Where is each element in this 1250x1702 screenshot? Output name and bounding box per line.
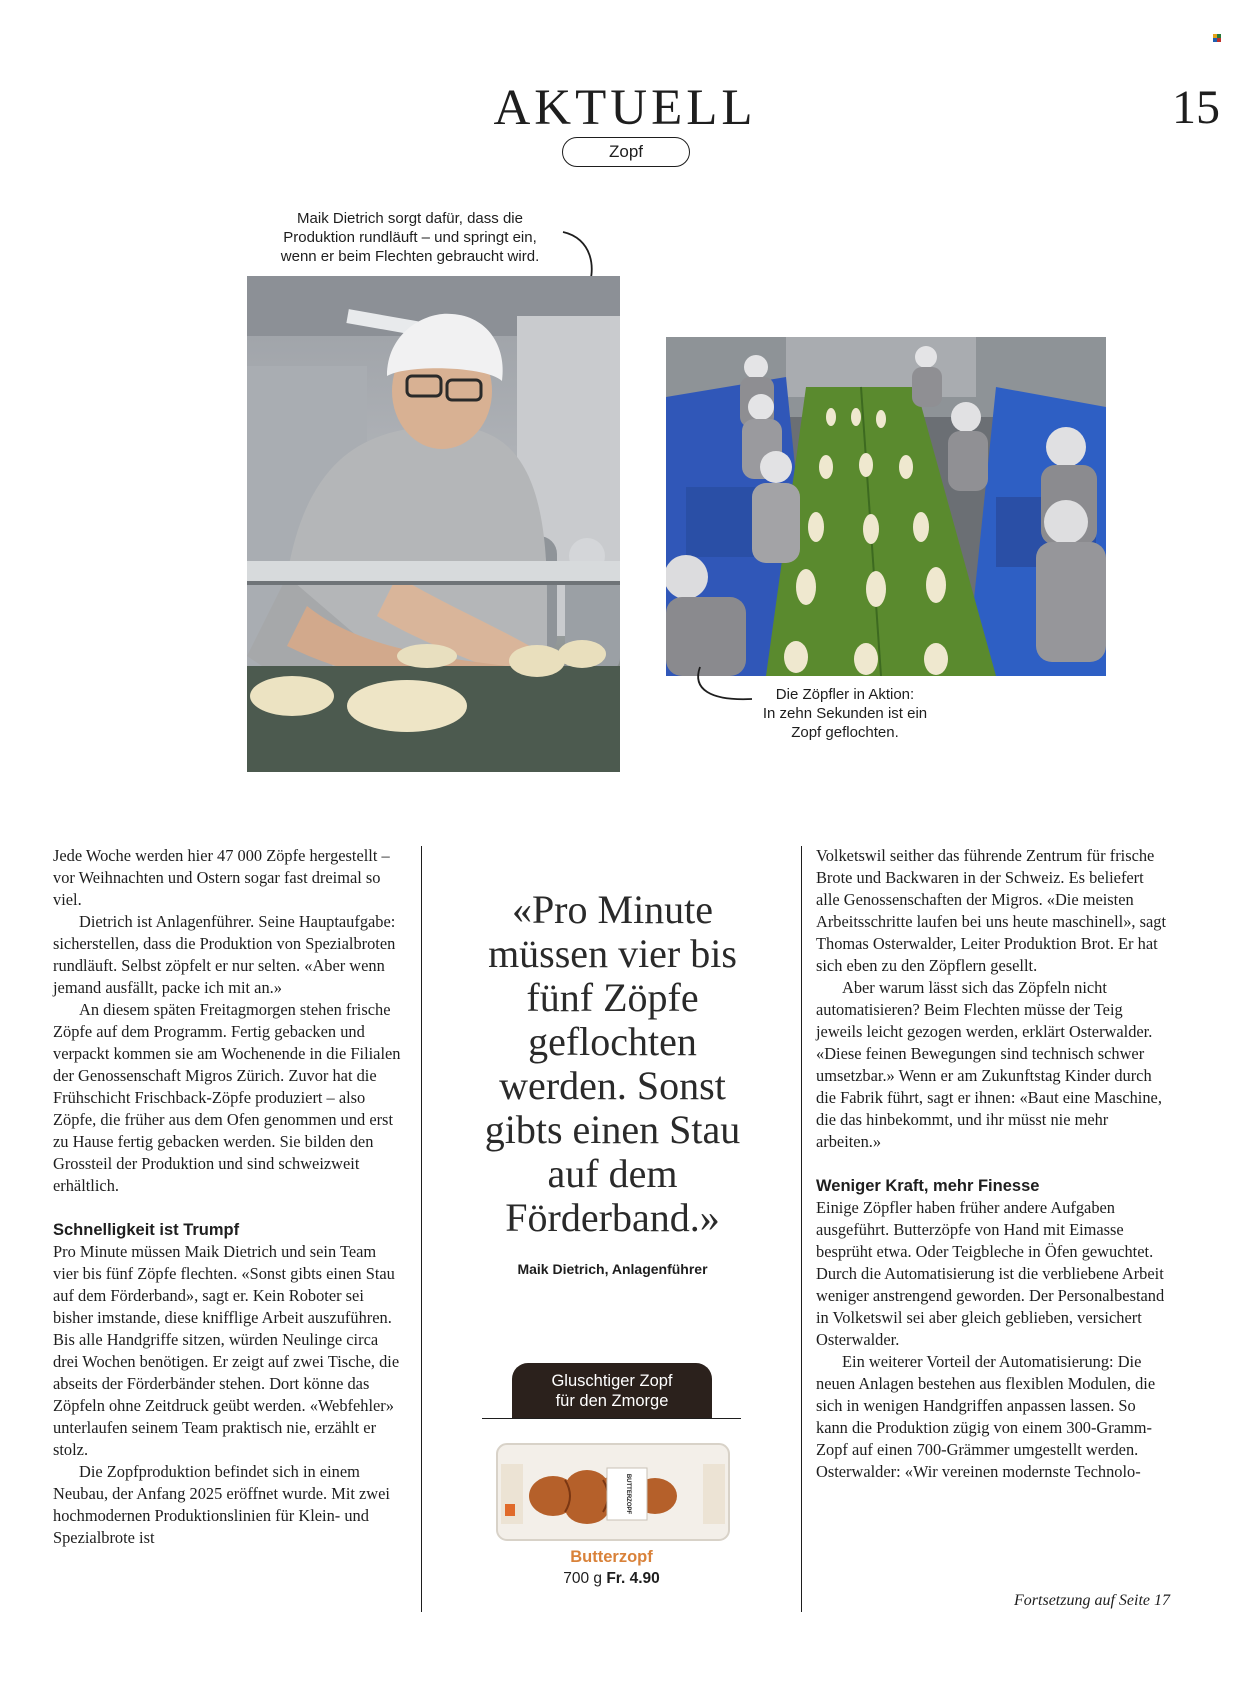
conveyor-photo-caption	[735, 685, 955, 742]
paragraph: An diesem späten Freitagmorgen stehen frische Zöpfe auf dem Programm. Fertig gebacken und verpackt kommen sie am Wochenende in die Filialen der Genossenschaft Migros Zürich. Zuvor hat die Frühschicht Frischback-Zöpfe produziert – also Zöpfe, die früher aus dem Ofen genommen und erst zu Hause fertig gebacken werden. Sie bilden den Grossteil der Produktion und sind schweizweit erhältlich.	[53, 1000, 401, 1195]
portrait-photo-caption	[255, 209, 565, 266]
article-column-right	[816, 845, 1168, 1483]
brand-logo-mark	[1213, 34, 1222, 43]
pull-quote-line: Förderband.»	[505, 1195, 720, 1240]
subheading: Weniger Kraft, mehr Finesse	[816, 1177, 1040, 1195]
pack-label: BUTTERZOPF	[625, 1473, 631, 1515]
pull-quote-line: müssen vier bis	[488, 931, 737, 976]
paragraph: Volketswil seither das führende Zentrum für frische Brote und Backwaren in der Schweiz. Es beliefert alle Genossenschaften der Migros. «Die meisten Arbeitsschritte laufen bei uns heute maschinell», sagt Thomas Osterwalder, Leiter Produktion Brot. Er hat sich eben zu den Zöpflern gesellt.	[816, 846, 1167, 975]
paragraph: Jede Woche werden hier 47 000 Zöpfe hergestellt – vor Weihnachten und Ostern sogar fast dreimal so viel.	[53, 846, 390, 909]
conveyor-photo	[666, 337, 1106, 676]
article-column-left	[53, 845, 405, 1549]
caption-line: In zehn Sekunden ist ein	[762, 705, 928, 722]
topic-tag: Zopf	[562, 137, 690, 167]
column-divider	[421, 846, 422, 1612]
paragraph: Pro Minute müssen Maik Dietrich und sein Team vier bis fünf Zöpfe flechten. «Sonst gibts einen Stau auf dem Förderband», sagt er. Kein Roboter sei bisher imstande, diese knifflige Arbeit auszuführen. Bis alle Handgriffe sitzen, würden Neulinge circa drei Wochen benötigen. Er zeigt auf zwei Tische, die abseits der Förderbänder stehen. Dort könne das Zöpfeln ohne Zeitdruck geübt werden. «Webfehler» unterlaufen seinem Team praktisch nie, erzählt er stolz.	[53, 1242, 400, 1459]
pull-quote-line: «Pro Minute	[511, 887, 714, 932]
paragraph: Ein weiterer Vorteil der Automatisierung: Die neuen Anlagen bestehen aus flexiblen Modulen, die sich in wenigen Handgriffen anpassen lassen. So kann die Produktion zügig von einem 300-Gramm-Zopf auf einen 700-Grämmer umgestellt werden. Osterwalder: «Wir vereinen modernste Technolo-	[816, 1352, 1156, 1481]
promo-header-line: Gluschtiger Zopf	[551, 1372, 673, 1390]
promo-header	[512, 1363, 712, 1419]
pull-quote	[470, 888, 755, 1240]
pull-quote-line: gibts einen Stau	[484, 1107, 741, 1152]
column-divider	[801, 846, 802, 1612]
product-price	[482, 1570, 741, 1588]
paragraph: Aber warum lässt sich das Zöpfeln nicht automatisieren? Beim Flechten müsse der Teig jeweils leicht gezogen werden, erklärt Osterwalder. «Diese feinen Bewegungen sind technisch schwer umsetzbar.» Wenn er am Zukunftstag Kinder durch die Fabrik führt, sagt er ihnen: «Baut eine Maschine, die das hinbekommt, und ihr müsst nie mehr arbeiten.»	[816, 978, 1162, 1151]
pull-quote-line: auf dem	[547, 1151, 678, 1196]
caption-line: Maik Dietrich sorgt dafür, dass die	[297, 210, 523, 227]
pull-quote-line: werden. Sonst	[499, 1063, 726, 1108]
subheading: Schnelligkeit ist Trumpf	[53, 1221, 240, 1239]
page-number: 15	[1172, 81, 1220, 134]
caption-line: Produktion rundläuft – und springt ein,	[283, 229, 537, 246]
portrait-photo	[247, 276, 620, 772]
caption-line: Die Zöpfler in Aktion:	[775, 686, 915, 703]
promo-divider	[482, 1418, 741, 1419]
continuation-note: Fortsetzung auf Seite 17	[1014, 1592, 1170, 1609]
product-weight: 700 g	[563, 1570, 603, 1587]
paragraph: Einige Zöpfler haben früher andere Aufgaben ausgeführt. Butterzöpfe von Hand mit Eimasse besprüht etwa. Oder Teigbleche in Öfen gewuchtet. Durch die Automatisierung ist die verbliebene Arbeit weniger anstrengend geworden. Der Personalbestand in Volketswil sei aber gleich geblieben, versichert Osterwalder.	[816, 1198, 1165, 1349]
paragraph: Dietrich ist Anlagenführer. Seine Hauptaufgabe: sicherstellen, dass die Produktion von Spezialbroten rundläuft. Selbst zöpfelt er nur selten. «Aber wenn jemand ausfällt, packe ich mit an.»	[53, 912, 396, 997]
caption-line: wenn er beim Flechten gebraucht wird.	[280, 248, 540, 265]
section-title: AKTUELL	[493, 80, 757, 136]
paragraph: Die Zopfproduktion befindet sich in einem Neubau, der Anfang 2025 eröffnet wurde. Mit zwei hochmodernen Produktionslinien für Klein- und Spezialbrote ist	[53, 1462, 390, 1547]
product-image	[495, 1440, 731, 1544]
caption-line: Zopf geflochten.	[791, 724, 899, 741]
promo-header-line: für den Zmorge	[555, 1392, 669, 1410]
price-value: Fr. 4.90	[606, 1570, 660, 1587]
product-name: Butterzopf	[570, 1548, 653, 1566]
pull-quote-line: geflochten	[528, 1019, 697, 1064]
pull-quote-author: Maik Dietrich, Anlagenführer	[517, 1261, 708, 1277]
pull-quote-line: fünf Zöpfe	[526, 975, 699, 1020]
